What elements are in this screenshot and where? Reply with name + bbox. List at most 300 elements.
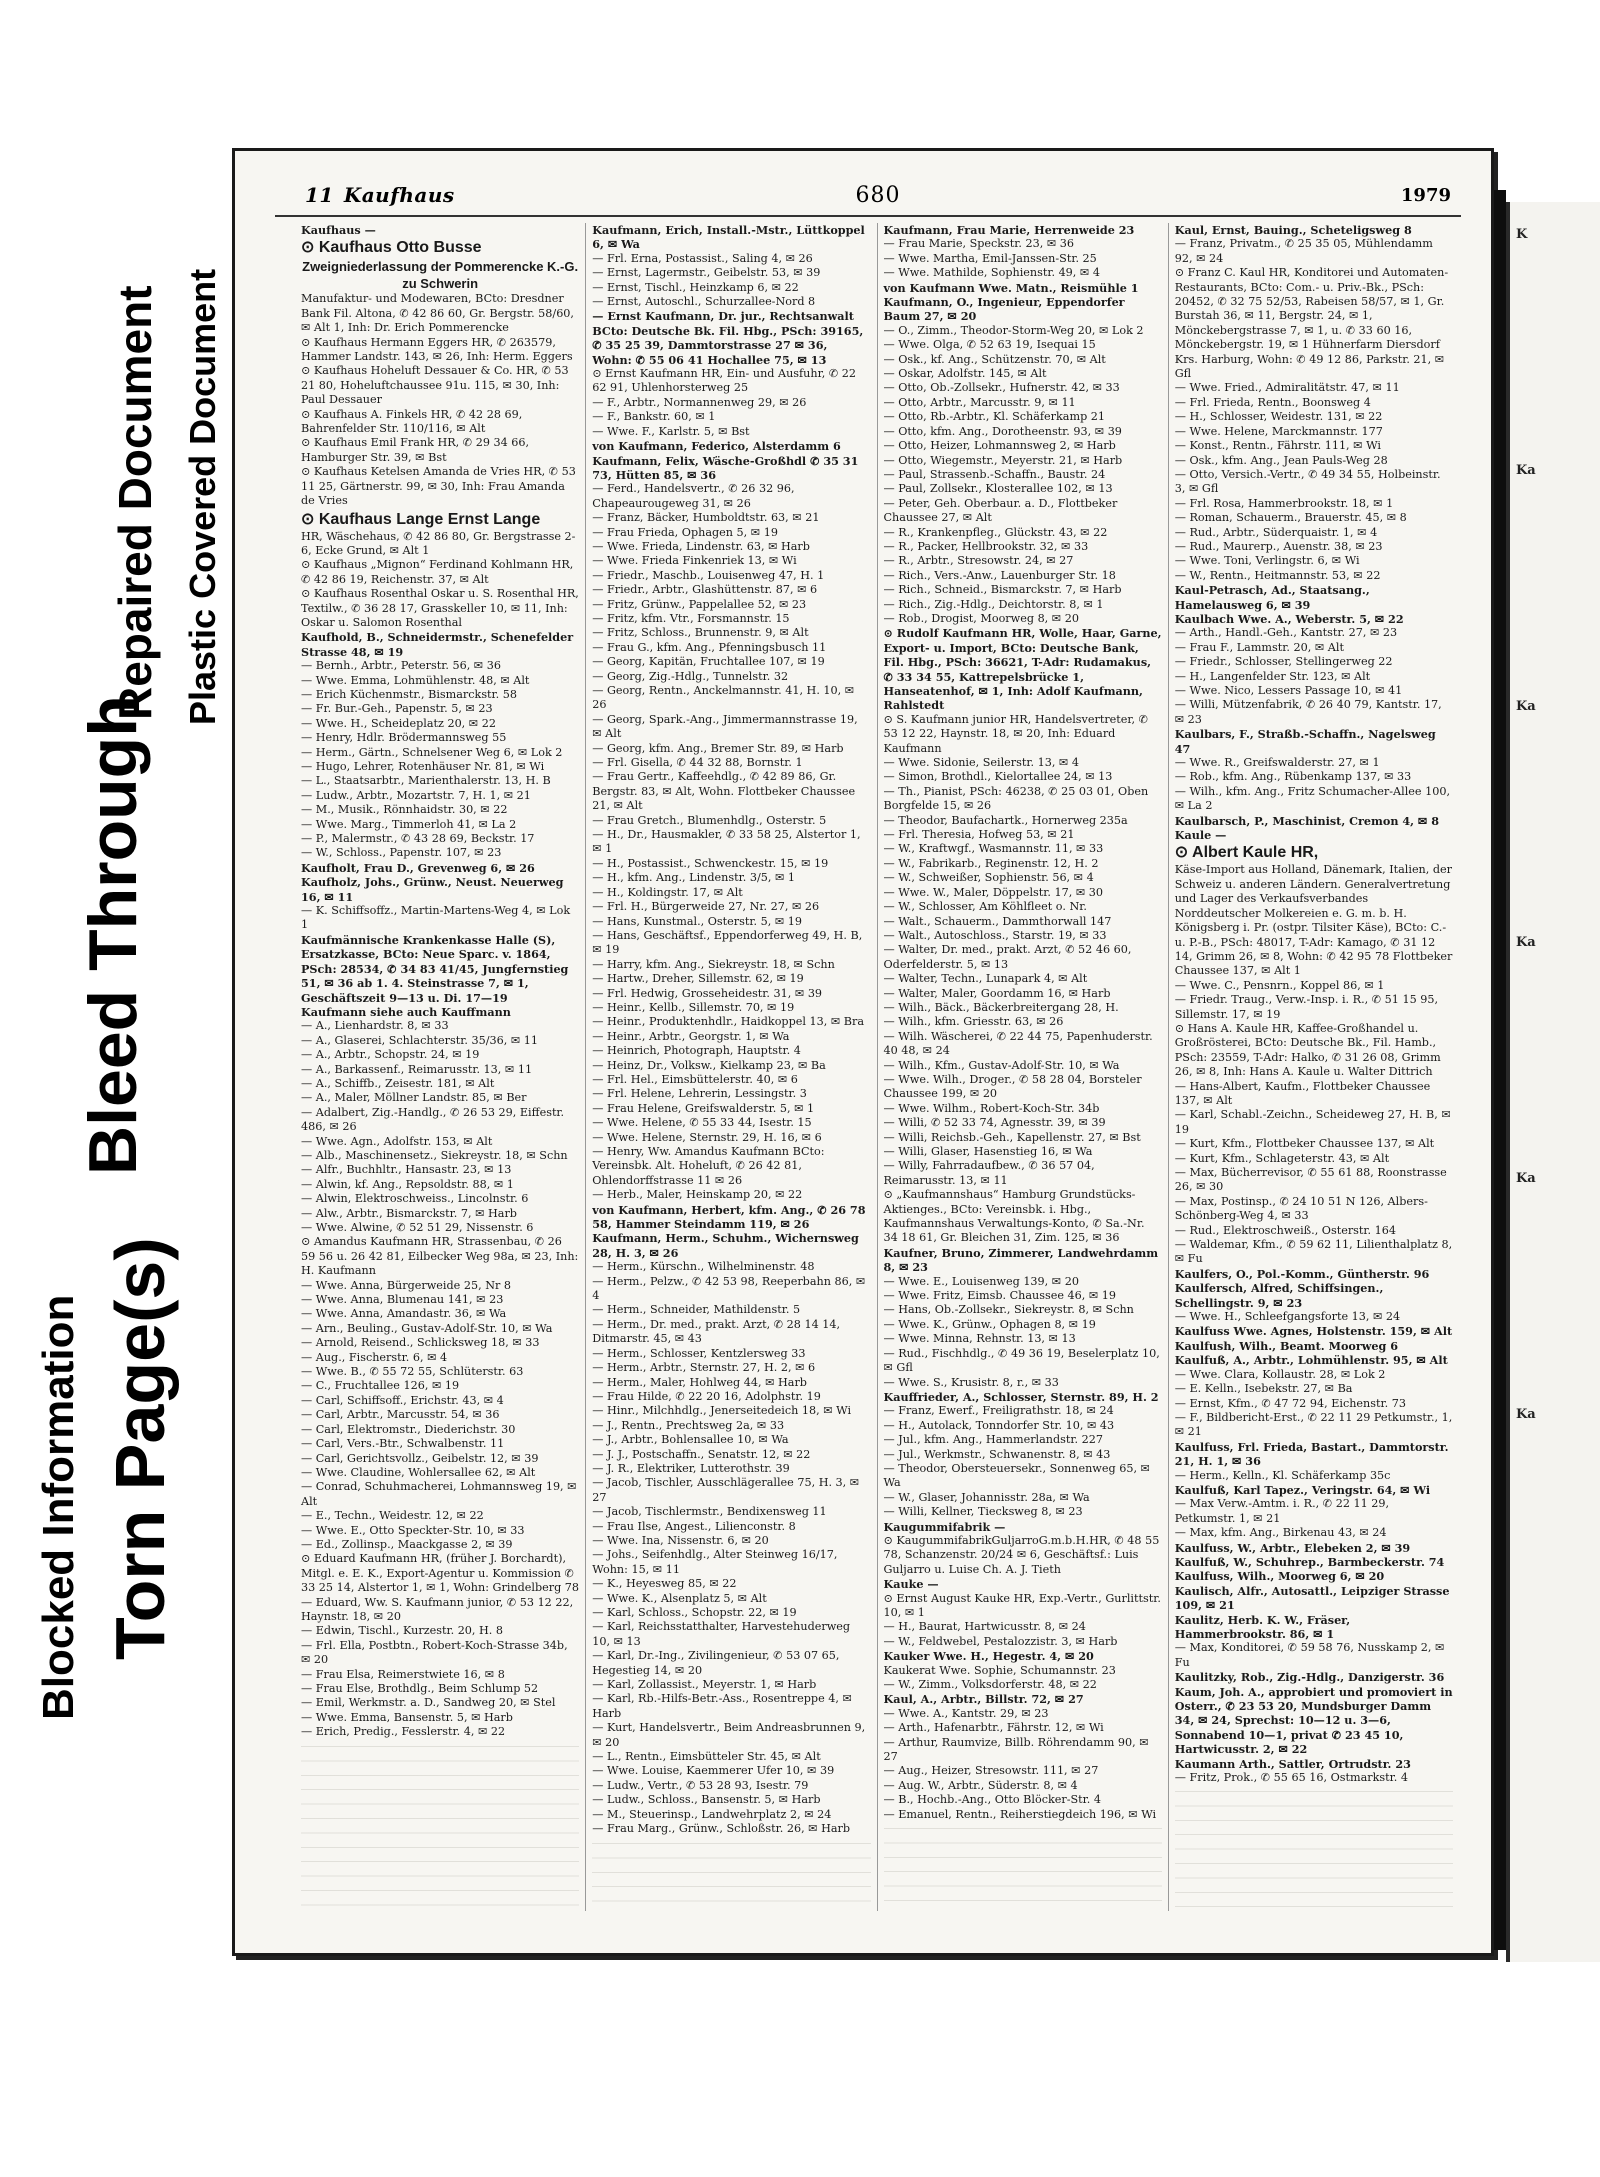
directory-entry: — Karl, Zollassist., Meyerstr. 1, ✉ Harb	[592, 1678, 817, 1692]
directory-entry: — Ernst, Tischl., Heinzkamp 6, ✉ 22	[592, 280, 799, 294]
directory-entry: — Georg, Kapitän, Fruchtallee 107, ✉ 19	[592, 655, 825, 669]
directory-entry: — Jacob, Tischler, Ausschlägerallee 75, H. 3, ✉ 27	[592, 1476, 860, 1504]
directory-entry: — Wwe. Nico, Lessers Passage 10, ✉ 41	[1174, 684, 1403, 697]
directory-entry: — Frau F., Lammstr. 20, ✉ Alt	[1174, 640, 1344, 654]
directory-entry: — Heinr., Kellb., Sillemstr. 70, ✉ 19	[592, 1000, 795, 1014]
directory-entry: Kaufhaus —	[301, 223, 376, 237]
print-texture	[592, 1837, 870, 1912]
directory-entry: — Karl, Reichsstatthalter, Harvestehuderweg 10, ✉ 13	[592, 1620, 851, 1648]
directory-entry: — F., Arbtr., Normannenweg 29, ✉ 26	[592, 395, 807, 409]
header-section-title	[305, 183, 455, 207]
directory-entry: — Wwe. Clara, Kollaustr. 28, ✉ Lok 2	[1174, 1367, 1386, 1381]
directory-entry: — E. Kelln., Isebekstr. 27, ✉ Ba	[1174, 1382, 1353, 1396]
label-bleed-through: Bleed Through	[75, 695, 151, 1175]
directory-entry: — A., Maler, Möllner Landstr. 85, ✉ Ber	[301, 1091, 527, 1105]
directory-entry: Kaufmann, Frau Marie, Herrenweide 23	[883, 223, 1135, 237]
directory-entry: Kaufhold, B., Schneidermstr., Schenefelder Strasse 48, ✉ 19	[301, 630, 574, 659]
directory-entry: — Osk., kfm. Ang., Jean Pauls-Weg 28	[1174, 453, 1388, 467]
directory-entry: — Herm., Schneider, Mathildenstr. 5	[592, 1303, 801, 1317]
directory-entry: — Wwe. H., Scheideplatz 20, ✉ 22	[301, 716, 496, 730]
directory-entry: — W., Kraftwgf., Wasmannstr. 11, ✉ 33	[883, 842, 1104, 856]
adjacent-page-letter: Ka	[1516, 699, 1536, 714]
directory-entry: — E., Techn., Weidestr. 12, ✉ 22	[301, 1509, 484, 1523]
header-section-word: Kaufhaus	[343, 183, 455, 207]
directory-entry: von Kaufmann Wwe. Matn., Reismühle 1	[883, 280, 1139, 295]
directory-entry: Kaulfersch, Alfred, Schiffsingen., Schellingstr. 9, ✉ 23	[1174, 1281, 1384, 1310]
directory-entry: — Roman, Schauerm., Brauerstr. 45, ✉ 8	[1174, 511, 1407, 525]
directory-entry: — Karl, Dr.-Ing., Zivilingenieur, ✆ 53 07 65, Hegestieg 14, ✉ 20	[592, 1649, 840, 1677]
directory-entry: — Wwe. Sidonie, Seilerstr. 13, ✉ 4	[883, 756, 1079, 770]
directory-entry: — Theodor, Obersteuersekr., Sonnenweg 65, ✉ Wa	[883, 1461, 1150, 1490]
directory-entry: — Alb., Maschinensetz., Siekreystr. 18, ✉ Schn	[301, 1148, 568, 1162]
directory-entry: — Aug., Fischerstr. 6, ✉ 4	[301, 1350, 448, 1364]
directory-entry: — Max, Konditorei, ✆ 59 58 76, Nusskamp 2, ✉ Fu	[1174, 1641, 1445, 1669]
directory-entry: — F., Bankstr. 60, ✉ 1	[592, 410, 716, 424]
directory-entry: — A., Lienhardstr. 8, ✉ 33	[301, 1019, 449, 1033]
directory-entry: — Willi, Glaser, Hasenstieg 16, ✉ Wa	[883, 1145, 1093, 1158]
directory-entry: — Wwe. E., Otto Speckter-Str. 10, ✉ 33	[301, 1523, 525, 1537]
directory-entry: — Frau Hilde, ✆ 22 20 16, Adolphstr. 19	[592, 1389, 821, 1403]
directory-entry: — R., Arbtr., Stresowstr. 24, ✉ 27	[883, 554, 1074, 568]
directory-entry: Kaulitzky, Rob., Zig.-Hdlg., Danzigerstr. 36	[1174, 1670, 1445, 1685]
directory-entry: — Wwe. W., Maler, Döppelstr. 17, ✉ 30	[883, 885, 1104, 899]
directory-entry: — Carl, Arbtr., Marcusstr. 54, ✉ 36	[301, 1408, 500, 1422]
directory-entry: — Johs., Seifenhdlg., Alter Steinweg 16/17, Wohn: 15, ✉ 11	[592, 1548, 838, 1576]
directory-entry: — J. R., Elektriker, Lutterothstr. 39	[592, 1461, 790, 1475]
directory-entry: von Kaufmann, Federico, Alsterdamm 6	[592, 439, 841, 454]
directory-entry: — Wwe. Fritz, Eimsb. Chaussee 46, ✉ 19	[883, 1289, 1117, 1303]
directory-entry: — Hinr., Milchhdlg., Jenerseitedeich 18, ✉ Wi	[592, 1404, 852, 1418]
directory-entry: — Georg, kfm. Ang., Bremer Str. 89, ✉ Harb	[592, 741, 844, 755]
directory-entry: — Walt., Schauerm., Dammthorwall 147	[883, 914, 1112, 928]
directory-entry: — Wwe. Wilh., Droger., ✆ 58 28 04, Borsteler Chaussee 199, ✉ 20	[883, 1072, 1142, 1101]
directory-column-4	[1169, 223, 1459, 1911]
directory-entry: Kaulbarsch, P., Maschinist, Cremon 4, ✉ 8	[1174, 813, 1439, 828]
directory-entry: — Fritz, Schloss., Brunnenstr. 9, ✉ Alt	[592, 626, 809, 640]
directory-entry: — O., Zimm., Theodor-Storm-Weg 20, ✉ Lok 2	[883, 323, 1144, 337]
directory-entry: — P., Malermstr., ✆ 43 28 69, Beckstr. 17	[301, 832, 535, 846]
directory-entry: — Frl. Hel., Eimsbüttelerstr. 40, ✉ 6	[592, 1072, 798, 1086]
directory-entry: — Wwe. Minna, Rehnstr. 13, ✉ 13	[883, 1332, 1076, 1346]
directory-entry: — Georg, Spark.-Ang., Jimmermannstrasse 19, ✉ Alt	[592, 712, 858, 741]
directory-entry: — Hans-Albert, Kaufm., Flottbeker Chaussee 137, ✉ Alt	[1174, 1079, 1431, 1107]
directory-entry: — Ludw., Vertr., ✆ 53 28 93, Isestr. 79	[592, 1778, 809, 1792]
directory-entry: — Wwe. Helene, Marckmannstr. 177	[1174, 424, 1383, 438]
adjacent-page-letter: Ka	[1516, 935, 1536, 950]
directory-entry: Kaum, Joh. A., approbiert und promoviert in Osterr., ✆ 23 53 20, Mundsburger Damm 34, ✉ 24, Sprechst: 10—12 u. 3—6, Sonnabend 10—1, privat ✆ 23 45 10, Hartwicusstr. 2, ✉ 22	[1174, 1684, 1453, 1757]
directory-entry: — Frl. Hedwig, Grosseheidestr. 31, ✉ 39	[592, 986, 823, 1000]
directory-entry: — Ernst, Autoschl., Schurzallee-Nord 8	[592, 295, 816, 309]
directory-entry: — Rich., Schneid., Bismarckstr. 7, ✉ Harb	[883, 583, 1122, 597]
directory-entry: — Frau Marg., Grünw., Schloßstr. 26, ✉ Harb	[592, 1822, 851, 1836]
directory-entry: — Alw., Arbtr., Bismarckstr. 7, ✉ Harb	[301, 1206, 517, 1220]
directory-entry: — Wwe. Louise, Kaemmerer Ufer 10, ✉ 39	[592, 1764, 835, 1778]
directory-entry: — Rud., Elektroschweiß., Osterstr. 164	[1174, 1223, 1397, 1237]
directory-entry: — Herb., Maler, Heinskamp 20, ✉ 22	[592, 1188, 803, 1202]
directory-entry: — Herm., Kürschn., Wilhelminenstr. 48	[592, 1260, 815, 1274]
directory-column-1	[295, 223, 586, 1911]
directory-entry: Kaulfuß, Karl Tapez., Veringstr. 64, ✉ Wi	[1174, 1482, 1431, 1497]
directory-entry: ⊙ Kaufhaus Hoheluft Dessauer & Co. HR, ✆ 53 21 80, Hoheluftchaussee 91u. 115, ✉ 30, Inh: Paul Dessauer	[301, 364, 569, 407]
directory-entry: — M., Steuerinsp., Landwehrplatz 2, ✉ 24	[592, 1807, 832, 1821]
directory-entry: — Aug. W., Arbtr., Süderstr. 8, ✉ 4	[883, 1778, 1078, 1792]
directory-entry: — J. J., Postschaffn., Senatstr. 12, ✉ 22	[592, 1447, 811, 1461]
adjacent-page-letter: Ka	[1516, 463, 1536, 478]
directory-entry: — Willi, ✆ 52 33 74, Agnesstr. 39, ✉ 39	[883, 1116, 1106, 1130]
directory-entry: — Kurt, Kfm., Flottbeker Chaussee 137, ✉ Alt	[1174, 1137, 1435, 1151]
directory-entry: Kaul, Ernst, Bauing., Scheteligsweg 8	[1174, 223, 1412, 237]
directory-entry: — Frl. Gisella, ✆ 44 32 88, Bornstr. 1	[592, 756, 803, 770]
directory-entry: — Karl, Schloss., Schopstr. 22, ✉ 19	[592, 1606, 797, 1619]
directory-entry: — Waldemar, Kfm., ✆ 59 62 11, Lilienthalplatz 8, ✉ Fu	[1174, 1238, 1453, 1266]
directory-entry: — Hugo, Lehrer, Rotenhäuser Nr. 81, ✉ Wi	[301, 760, 545, 773]
directory-entry: — Wilh., Bäck., Bäckerbreitergang 28, H.	[883, 1000, 1119, 1014]
directory-entry: ⊙ S. Kaufmann junior HR, Handelsvertreter, ✆ 53 12 22, Haynstr. 18, ✉ 20, Inh: Eduard Kaufmann	[883, 712, 1149, 755]
directory-entry: Kauker Wwe. H., Hegestr. 4, ✉ 20	[883, 1649, 1094, 1664]
directory-entry: — Rich., Zig.-Hdlg., Deichtorstr. 8, ✉ 1	[883, 597, 1104, 611]
header-section-number: 11	[305, 183, 334, 207]
directory-entry: — Wwe. F., Karlstr. 5, ✉ Bst	[592, 424, 750, 438]
directory-column-2	[586, 223, 877, 1911]
directory-entry: Kaule —	[1174, 828, 1227, 843]
directory-entry: Kaulbars, F., Straßb.-Schaffn., Nagelsweg 47	[1174, 727, 1436, 756]
directory-entry: Kaufmann, Felix, Wäsche-Großhdl ✆ 35 31 73, Hütten 85, ✉ 36	[592, 453, 859, 482]
directory-entry: — Frl. Erna, Postassist., Saling 4, ✉ 26	[592, 251, 813, 265]
directory-entry: — Hans, Geschäftsf., Eppendorferweg 49, H. B, ✉ 19	[592, 928, 863, 957]
directory-entry: — Frau Helene, Greifswalderstr. 5, ✉ 1	[592, 1101, 815, 1115]
page-number: 680	[855, 182, 901, 208]
directory-entry: — R., Packer, Hellbrookstr. 32, ✉ 33	[883, 539, 1089, 553]
directory-entry: — L., Rentn., Eimsbütteler Str. 45, ✉ Alt	[592, 1750, 821, 1764]
directory-entry: Kaufner, Bruno, Zimmerer, Landwehrdamm 8, ✉ 23	[883, 1245, 1159, 1275]
directory-entry: — Max Verw.-Amtm. i. R., ✆ 22 11 29, Petkumstr. 1, ✉ 21	[1174, 1497, 1390, 1525]
directory-entry: — Frl. Helene, Lehrerin, Lessingstr. 3	[592, 1087, 807, 1101]
directory-entry: — Max, Bücherrevisor, ✆ 55 61 88, Roonstrasse 26, ✉ 30	[1174, 1166, 1447, 1194]
directory-entry: — Wwe. Helene, ✆ 55 33 44, Isestr. 15	[592, 1116, 812, 1130]
directory-entry: — Wwe. K., Grünw., Ophagen 8, ✉ 19	[883, 1317, 1096, 1331]
directory-entry: — H., Langenfelder Str. 123, ✉ Alt	[1174, 669, 1371, 683]
directory-entry: — H., Schlosser, Weidestr. 131, ✉ 22	[1174, 410, 1383, 424]
directory-entry: — Wwe. C., Pensnrn., Koppel 86, ✉ 1	[1174, 978, 1385, 992]
directory-entry: von Kaufmann, Herbert, kfm. Ang., ✆ 26 78 58, Hammer Steindamm 119, ✉ 26	[592, 1202, 866, 1232]
print-texture	[1175, 1785, 1453, 1911]
directory-entry: — Heinrich, Photograph, Hauptstr. 4	[592, 1044, 801, 1058]
directory-page	[232, 148, 1494, 1956]
directory-entry: — Herm., Schlosser, Kentzlersweg 33	[592, 1346, 806, 1360]
directory-entry: — Wwe. Emma, Lohmühlenstr. 48, ✉ Alt	[301, 673, 530, 687]
directory-entry: — K., Heyesweg 85, ✉ 22	[592, 1577, 737, 1591]
directory-entry: — Herm., Pelzw., ✆ 42 53 98, Reeperbahn 86, ✉ 4	[592, 1274, 866, 1303]
directory-entry: — Wwe. Frieda, Lindenstr. 63, ✉ Harb	[592, 539, 810, 553]
directory-entry: — Franz, Ewerf., Freiligrathstr. 18, ✉ 24	[883, 1404, 1114, 1418]
directory-entry: ⊙ Kaufhaus Rosenthal Oskar u. S. Rosenthal HR, Textilw., ✆ 36 28 17, Grasskeller 10, ✉ 11, Inh: Oskar u. Salomon Rosenthal	[301, 587, 579, 629]
directory-entry: — M., Musik., Rönnhaidstr. 30, ✉ 22	[301, 803, 508, 817]
directory-entry: — Frl. H., Bürgerweide 27, Nr. 27, ✉ 26	[592, 900, 820, 914]
directory-entry: — Edwin, Tischl., Kurzestr. 20, H. 8	[301, 1624, 504, 1638]
directory-entry: — Rud., Fischhdlg., ✆ 49 36 19, Beselerplatz 10, ✉ Gfl	[883, 1346, 1160, 1375]
directory-entry: — Walter, Techn., Lunapark 4, ✉ Alt	[883, 972, 1088, 986]
directory-entry: — Bernh., Arbtr., Peterstr. 56, ✉ 36	[301, 659, 501, 673]
directory-entry: — Aug., Heizer, Stresowstr. 111, ✉ 27	[883, 1764, 1099, 1778]
directory-entry: — Frau Ilse, Angest., Lilienconstr. 8	[592, 1519, 796, 1533]
directory-entry: — Otto, kfm. Ang., Dorotheenstr. 93, ✉ 39	[883, 424, 1122, 438]
directory-entry: — Paul, Zollsekr., Klosterallee 102, ✉ 13	[883, 482, 1113, 496]
directory-entry: ⊙ Eduard Kaufmann HR, (früher J. Borchardt), Mitgl. e. E. K., Export-Agentur u. Kommission ✆ 33 25 14, Alstertor 1, ✉ 1, Wohn: Grindelberg 78	[301, 1552, 580, 1595]
directory-entry: — Friedr., Schlosser, Stellingerweg 22	[1174, 655, 1393, 669]
directory-entry: — Wwe. Helene, Sternstr. 29, H. 16, ✉ 6	[592, 1130, 822, 1144]
directory-entry: — Rud., Maurerp., Auenstr. 38, ✉ 23	[1174, 539, 1383, 553]
directory-entry: Kauffrieder, A., Schlosser, Sternstr. 89, H. 2	[883, 1389, 1159, 1404]
directory-entry: — Wwe. R., Greifswalderstr. 27, ✉ 1	[1174, 756, 1380, 770]
directory-entry: ⊙ Kaufhaus Otto Busse	[301, 239, 482, 257]
directory-entry: — Karl, Schabl.-Zeichn., Scheideweg 27, H. B, ✉ 19	[1174, 1108, 1451, 1136]
directory-entry: — Frau Marie, Speckstr. 23, ✉ 36	[883, 237, 1075, 251]
directory-entry: Kaulfuss Wwe. Agnes, Holstenstr. 159, ✉ Alt	[1174, 1324, 1453, 1339]
directory-entry: ⊙ Albert Kaule HR,	[1174, 844, 1319, 862]
directory-entry: — A., Glaserei, Schlachterstr. 35/36, ✉ 11	[301, 1033, 539, 1047]
directory-entry: — Wwe. Alwine, ✆ 52 51 29, Nissenstr. 6	[301, 1221, 534, 1234]
directory-entry: — Carl, Elektromstr., Diederichstr. 30	[301, 1422, 516, 1436]
directory-entry: — Georg, Zig.-Hdlg., Tunnelstr. 32	[592, 669, 789, 683]
page-header	[305, 179, 1451, 211]
directory-entry: — Otto, Heizer, Lohmannsweg 2, ✉ Harb	[883, 439, 1116, 453]
directory-entry: — Herm., Maler, Hohlweg 44, ✉ Harb	[592, 1375, 807, 1389]
directory-entry: — Wwe. Mathilde, Sophienstr. 49, ✉ 4	[883, 266, 1100, 280]
directory-entry: — Friedr., Arbtr., Glashüttenstr. 87, ✉ 6	[592, 583, 818, 597]
directory-entry: — A., Arbtr., Schopstr. 24, ✉ 19	[301, 1048, 480, 1062]
directory-entry: — Conrad, Schuhmacherei, Lohmannsweg 19, ✉ Alt	[301, 1480, 577, 1508]
directory-entry: — W., Schloss., Papenstr. 107, ✉ 23	[301, 846, 502, 860]
directory-entry: — Heinr., Produktenhdlr., Haidkoppel 13, ✉ Bra	[592, 1015, 865, 1029]
directory-entry: Kauke —	[883, 1577, 939, 1592]
directory-entry: ⊙ Ernst August Kauke HR, Exp.-Vertr., Gurlittstr. 10, ✉ 1	[883, 1591, 1161, 1619]
directory-entry: ⊙ Kaufhaus Ketelsen Amanda de Vries HR, ✆ 53 11 25, Gärtnerstr. 99, ✉ 30, Inh: Frau Amanda de Vries	[301, 465, 576, 508]
directory-entry: — Willi, Kellner, Tiecksweg 8, ✉ 23	[883, 1505, 1083, 1519]
directory-entry: — Wwe. Martha, Emil-Janssen-Str. 25	[883, 251, 1097, 265]
directory-entry: — Franz, Privatm., ✆ 25 35 05, Mühlendamm 92, ✉ 24	[1174, 237, 1433, 265]
directory-entry: — Rud., Arbtr., Süderquaistr. 1, ✉ 4	[1174, 525, 1378, 539]
directory-entry: — Otto, Wiegemstr., Meyerstr. 21, ✉ Harb	[883, 453, 1123, 467]
directory-entry: Kaulfers, O., Pol.-Komm., Güntherstr. 96	[1174, 1266, 1430, 1281]
directory-entry: — Rich., Vers.-Anw., Lauenburger Str. 18	[883, 568, 1116, 582]
directory-entry: — Willy, Fahrradaufbew., ✆ 36 57 04, Reimarusstr. 13, ✉ 11	[883, 1159, 1095, 1187]
directory-entry: — Fritz, Grünw., Pappelallee 52, ✉ 23	[592, 597, 807, 611]
directory-entry: Kaulfuss, W., Arbtr., Elebeken 2, ✉ 39	[1174, 1540, 1411, 1555]
directory-entry: — Frl. Rosa, Hammerbrookstr. 18, ✉ 1	[1174, 496, 1394, 510]
directory-entry: — Arn., Beuling., Gustav-Adolf-Str. 10, ✉ Wa	[301, 1321, 553, 1335]
directory-entry: ⊙ Kaufhaus „Mignon“ Ferdinand Kohlmann HR, ✆ 42 86 19, Reichenstr. 37, ✉ Alt	[301, 558, 574, 586]
directory-entry: — Herm., Dr. med., prakt. Arzt, ✆ 28 14 14, Ditmarstr. 45, ✉ 43	[592, 1317, 841, 1346]
directory-columns	[295, 223, 1459, 1911]
directory-entry: Kaulbach Wwe. A., Weberstr. 5, ✉ 22	[1174, 611, 1404, 626]
directory-entry: — Eduard, Ww. S. Kaufmann junior, ✆ 53 12 22, Haynstr. 18, ✉ 20	[301, 1595, 574, 1623]
directory-entry: — Heinz, Dr., Volksw., Kielkamp 23, ✉ Ba	[592, 1058, 826, 1072]
directory-entry: — Friedr., Maschb., Louisenweg 47, H. 1	[592, 568, 825, 582]
directory-entry: — Ed., Zollinsp., Maackgasse 2, ✉ 39	[301, 1537, 513, 1551]
directory-entry: — Theodor, Baufachartk., Hornerweg 235a	[883, 813, 1128, 827]
directory-entry: Kaufmännische Krankenkasse Halle (S), Ersatzkasse, BCto: Neue Sparc. v. 1864, PSch: 28534, ✆ 34 83 41/45, Jungfernstieg 51, ✉ 36 ab 1. 4. Steinstrasse 7, ✉ 1, Geschäftszeit 9—13 u. Di. 17—19	[301, 932, 569, 1005]
adjacent-page-edge	[1506, 202, 1600, 1962]
directory-entry: ⊙ Rudolf Kaufmann HR, Wolle, Haar, Garne, Export- u. Import, BCto: Deutsche Bank, Fil. Hbg., PSch: 36621, T-Adr: Rudamakus, ✆ 33 34 55, Kattrepelsbrücke 1, Hanseatenhof, ✉ 1, Inh: Adolf Kaufmann, Rahlstedt	[883, 626, 1162, 713]
directory-entry: — Konst., Rentn., Fährstr. 111, ✉ Wi	[1174, 439, 1381, 453]
directory-entry: — A., Schiffb., Zeisestr. 181, ✉ Alt	[301, 1076, 495, 1090]
directory-entry: — Wwe. E., Louisenweg 139, ✉ 20	[883, 1274, 1079, 1288]
directory-entry: — W., Schlosser, Am Köhlfleet o. Nr.	[883, 900, 1087, 914]
directory-entry: — Wilh., kfm. Griesstr. 63, ✉ 26	[883, 1015, 1064, 1029]
directory-entry: — Ferd., Handelsvertr., ✆ 26 32 96, Chapeaurougeweg 31, ✉ 26	[592, 482, 795, 510]
directory-entry: Kaul-Petrasch, Ad., Staatsang., Hamelausweg 6, ✉ 39	[1174, 583, 1370, 612]
directory-entry: Manufaktur- und Modewaren, BCto: Dresdner Bank Fil. Altona, ✆ 42 86 60, Gr. Bergstr. 58/60, ✉ Alt 1, Inh: Dr. Erich Pommerencke	[301, 292, 574, 335]
directory-entry: — Herm., Gärtn., Schnelsener Weg 6, ✉ Lok 2	[301, 745, 563, 759]
directory-entry: — Jul., Werkmstr., Schwanenstr. 8, ✉ 43	[883, 1447, 1111, 1461]
directory-entry: — H., Koldingstr. 17, ✉ Alt	[592, 885, 743, 899]
directory-entry: — Herm., Kelln., Kl. Schäferkamp 35c	[1174, 1468, 1391, 1482]
directory-entry: — C., Fruchtallee 126, ✉ 19	[301, 1379, 460, 1393]
directory-entry: — Paul, Strassenb.-Schaffn., Baustr. 24	[883, 467, 1106, 481]
directory-entry: — Carl, Vers.-Btr., Schwalbenstr. 11	[301, 1437, 505, 1451]
adjacent-page-letter: Ka	[1516, 1407, 1536, 1422]
directory-entry: Kaufholt, Frau D., Grevenweg 6, ✉ 26	[301, 860, 535, 875]
directory-entry: — W., Rentn., Heitmannstr. 53, ✉ 22	[1174, 568, 1381, 582]
directory-entry: — Otto, Rb.-Arbtr., Kl. Schäferkamp 21	[883, 410, 1106, 424]
directory-entry: Kaulfuss, Frl. Frieda, Bastart., Dammtorstr. 21, H. 1, ✉ 36	[1174, 1439, 1449, 1469]
directory-entry: — Otto, Arbtr., Marcusstr. 9, ✉ 11	[883, 395, 1076, 409]
directory-entry: — Carl, Schiffsoff., Erichstr. 43, ✉ 4	[301, 1393, 504, 1407]
directory-entry: — Wwe. Claudine, Wohlersallee 62, ✉ Alt	[301, 1465, 536, 1479]
directory-entry: — W., Fabrikarb., Reginenstr. 12, H. 2	[883, 856, 1099, 870]
label-plastic-covered-document: Plastic Covered Document	[182, 268, 223, 725]
directory-entry: — Wwe. Olga, ✆ 52 63 19, Isequai 15	[883, 338, 1096, 352]
directory-entry: — Walt., Autoschloss., Starstr. 19, ✉ 33	[883, 928, 1107, 942]
directory-entry: — B., Hochb.-Ang., Otto Blöcker-Str. 4	[883, 1793, 1101, 1807]
directory-entry: — W., Glaser, Johannisstr. 28a, ✉ Wa	[883, 1490, 1090, 1504]
directory-entry: — Ernst, Kfm., ✆ 47 72 94, Eichenstr. 73	[1174, 1396, 1406, 1410]
page-year: 1979	[1400, 184, 1451, 206]
directory-entry: — Alwin, Elektroschweiss., Lincolnstr. 6	[301, 1192, 529, 1206]
directory-entry: — Wwe. Fried., Admiralitätstr. 47, ✉ 11	[1174, 381, 1400, 395]
directory-entry: — Simon, Brothdl., Kielortallee 24, ✉ 13	[883, 770, 1113, 784]
directory-entry: — Arth., Handl.-Geh., Kantstr. 27, ✉ 23	[1174, 626, 1398, 640]
label-blocked-information: Blocked Information	[34, 1294, 83, 1720]
directory-entry: — Franz, Bäcker, Humboldtstr. 63, ✉ 21	[592, 511, 820, 525]
directory-entry: Kaulitz, Herb. K. W., Fräser, Hammerbrookstr. 86, ✉ 1	[1174, 1612, 1351, 1641]
directory-entry: — Wwe. Anna, Bürgerweide 25, Nr 8	[301, 1278, 512, 1292]
directory-entry: ⊙ Ernst Kaufmann HR, Ein- und Ausfuhr, ✆ 22 62 91, Uhlenhorsterweg 25	[592, 367, 856, 395]
directory-entry: — W., Schweißer, Sophienstr. 56, ✉ 4	[883, 871, 1094, 885]
directory-entry: — W., Feldwebel, Pestalozzistr. 3, ✉ Harb	[883, 1634, 1118, 1648]
directory-entry: — Wwe. Marg., Timmerloh 41, ✉ La 2	[301, 817, 517, 831]
directory-entry: — Kurt, Handelsvertr., Beim Andreasbrunnen 9, ✉ 20	[592, 1721, 866, 1749]
directory-entry: — H., Dr., Hausmakler, ✆ 33 58 25, Alstertor 1, ✉ 1	[592, 828, 861, 856]
directory-entry: — Max, kfm. Ang., Birkenau 43, ✉ 24	[1174, 1526, 1387, 1540]
directory-entry: — H., Baurat, Hartwicusstr. 8, ✉ 24	[883, 1620, 1086, 1634]
directory-entry: ⊙ Kaufhaus Hermann Eggers HR, ✆ 263579, Hammer Landstr. 143, ✉ 26, Inh: Herm. Eggers	[301, 335, 573, 364]
directory-entry: — Wilh., Kfm., Gustav-Adolf-Str. 10, ✉ Wa	[883, 1058, 1120, 1072]
directory-entry: — Carl, Gerichtsvollz., Geibelstr. 12, ✉ 39	[301, 1451, 539, 1465]
directory-entry: — Arth., Hafenarbtr., Fährstr. 12, ✉ Wi	[883, 1721, 1104, 1735]
directory-entry: Kaulisch, Alfr., Autosattl., Leipziger Strasse 109, ✉ 21	[1174, 1583, 1450, 1613]
directory-entry: — Alwin, kf. Ang., Repsoldstr. 88, ✉ 1	[301, 1177, 514, 1191]
directory-entry: — W., Zimm., Volksdorferstr. 48, ✉ 22	[883, 1678, 1097, 1692]
directory-entry: — J., Arbtr., Bohlensallee 10, ✉ Wa	[592, 1433, 789, 1447]
directory-entry: — Otto, Versich.-Vertr., ✆ 49 34 55, Holbeinstr. 3, ✉ Gfl	[1174, 467, 1441, 496]
directory-entry: — F., Bildbericht-Erst., ✆ 22 11 29 Petkumstr., 1, ✉ 21	[1174, 1410, 1453, 1439]
directory-entry: — Peter, Geh. Oberbaur. a. D., Flottbeker Chaussee 27, ✉ Alt	[883, 496, 1118, 525]
directory-entry: — Wwe. Agn., Adolfstr. 153, ✉ Alt	[301, 1134, 493, 1148]
directory-entry: Kaukerat Wwe. Sophie, Schumannstr. 23	[883, 1663, 1116, 1677]
directory-entry: — Frl. Theresia, Hofweg 53, ✉ 21	[883, 828, 1075, 842]
adjacent-page-letter: Ka	[1516, 1171, 1536, 1186]
directory-entry: — Hans, Ob.-Zollsekr., Siekreystr. 8, ✉ Schn	[883, 1303, 1134, 1317]
directory-entry: ⊙ Kaufhaus Lange Ernst Lange	[301, 510, 541, 528]
directory-entry: — Frau G., kfm. Ang., Pfenningsbusch 11	[592, 640, 827, 654]
directory-entry: ⊙ KaugummifabrikGuljarroG.m.b.H.HR, ✆ 48 55 78, Schanzenstr. 20/24 ✉ 6, Geschäftsf.: Luis Guljarro u. Luise Ch. A. J. Tieth	[883, 1533, 1160, 1576]
label-torn-pages: Torn Page(s)	[101, 1237, 179, 1660]
directory-entry: — Fritz, kfm. Vtr., Forsmannstr. 15	[592, 611, 790, 625]
directory-entry: — Frau Frieda, Ophagen 5, ✉ 19	[592, 525, 778, 539]
directory-entry: — Kurt, Kfm., Schlageterstr. 43, ✉ Alt	[1174, 1151, 1390, 1165]
directory-entry: — Ludw., Schloss., Bansenstr. 5, ✉ Harb	[592, 1793, 821, 1807]
directory-entry: — Henry, Ww. Amandus Kaufmann BCto: Vereinsbk. Alt. Hoheluft, ✆ 26 42 81, Ohlendorffstrasse 11 ✉ 26	[592, 1145, 825, 1187]
directory-entry: — Frau Elsa, Reimerstwiete 16, ✉ 8	[301, 1667, 505, 1681]
directory-entry: — H., Autolack, Tonndorfer Str. 10, ✉ 43	[883, 1418, 1115, 1432]
directory-entry: Kaufmann, Erich, Install.-Mstr., Lüttkoppel 6, ✉ Wa	[592, 223, 865, 252]
directory-entry: Kaulfush, Wilh., Beamt. Moorweg 6	[1174, 1338, 1399, 1353]
directory-entry: — Erich, Predig., Fesslerstr. 4, ✉ 22	[301, 1725, 506, 1739]
directory-entry: — Wwe. Anna, Blumenau 141, ✉ 23	[301, 1293, 504, 1307]
directory-entry: — Frl. Ella, Postbtn., Robert-Koch-Strasse 34b, ✉ 20	[301, 1638, 568, 1667]
directory-entry: — Fritz, Prok., ✆ 55 65 16, Ostmarkstr. 4	[1174, 1771, 1409, 1785]
directory-entry: — Wwe. Wilhm., Robert-Koch-Str. 34b	[883, 1101, 1100, 1115]
directory-entry: — Frl. Frieda, Rentn., Boonsweg 4	[1174, 395, 1371, 409]
directory-entry: ⊙ Hans A. Kaule HR, Kaffee-Großhandel u. Großrösterei, BCto: Deutsche Bk., Fil. Hamb., PSch: 23559, T-Adr: Halko, ✆ 31 26 08, Grimm 26, ✉ 8, Inh: Hans A. Kaule u. Walter Dittrich	[1174, 1021, 1441, 1079]
directory-entry: — Herm., Arbtr., Sternstr. 27, H. 2, ✉ 6	[592, 1361, 816, 1375]
directory-entry: — Otto, Ob.-Zollsekr., Hufnerstr. 42, ✉ 33	[883, 381, 1120, 395]
directory-entry: — Osk., kf. Ang., Schützenstr. 70, ✉ Alt	[883, 352, 1106, 366]
directory-entry: — Arnold, Reisend., Schlicksweg 18, ✉ 33	[301, 1336, 540, 1350]
directory-entry: — Harry, kfm. Ang., Siekreystr. 18, ✉ Schn	[592, 957, 835, 971]
directory-entry: — Georg, Rentn., Anckelmannstr. 41, H. 10, ✉ 26	[592, 684, 855, 712]
directory-entry: Kaulfuß, W., Schuhrep., Barmbeckerstr. 74	[1174, 1554, 1445, 1569]
directory-entry: — Emanuel, Rentn., Reiherstiegdeich 196, ✉ Wi	[883, 1807, 1157, 1821]
directory-entry: — Wwe. H., Schleefgangsforte 13, ✉ 24	[1174, 1310, 1401, 1324]
directory-entry: — Heinr., Arbtr., Georgstr. 1, ✉ Wa	[592, 1029, 790, 1043]
print-texture	[884, 1822, 1162, 1911]
directory-entry: ⊙ Kaufhaus A. Finkels HR, ✆ 42 28 69, Bahrenfelder Str. 110/116, ✉ Alt	[301, 407, 523, 436]
directory-entry: — Adalbert, Zig.-Handlg., ✆ 26 53 29, Eiffestr. 486, ✉ 26	[301, 1105, 565, 1134]
directory-entry: — Henry, Hdlr. Brödermannsweg 55	[301, 731, 507, 745]
directory-entry: — Wwe. Emma, Bansenstr. 5, ✉ Harb	[301, 1710, 513, 1724]
directory-entry: — Max, Postinsp., ✆ 24 10 51 N 126, Albers-Schönberg-Weg 4, ✉ 33	[1174, 1194, 1428, 1223]
directory-entry: — Wwe. Anna, Amandastr. 36, ✉ Wa	[301, 1307, 507, 1321]
directory-entry: — H., Postassist., Schwenckestr. 15, ✉ 19	[592, 856, 829, 870]
directory-entry: — Wwe. Toni, Verlingstr. 6, ✉ Wi	[1174, 554, 1360, 568]
directory-entry: — Jacob, Tischlermstr., Bendixensweg 11	[592, 1505, 827, 1519]
directory-entry: — Friedr. Traug., Verw.-Insp. i. R., ✆ 51 15 95, Sillemstr. 17, ✉ 19	[1174, 993, 1439, 1021]
directory-entry: — A., Barkassenf., Reimarusstr. 13, ✉ 11	[301, 1062, 533, 1076]
directory-entry: Kaulfuß, A., Arbtr., Lohmühlenstr. 95, ✉ Alt	[1174, 1353, 1448, 1368]
header-rule	[275, 215, 1461, 217]
directory-entry: — Frau Else, Brothdlg., Beim Schlump 52	[301, 1682, 539, 1695]
directory-entry: — H., kfm. Ang., Lindenstr. 3/5, ✉ 1	[592, 871, 796, 885]
directory-column-3	[878, 223, 1169, 1911]
directory-entry: — Wwe. S., Krusistr. 8, r., ✉ 33	[883, 1375, 1059, 1389]
directory-entry: ⊙ „Kaufmannshaus“ Hamburg Grundstücks-Aktienges., BCto: Vereinsbk. i. Hbg., Kaufmannshaus Verwaltungs-Konto, ✆ Sa.-Nr. 34 18 61, Gr. Bleichen 31, Zim. 125, ✉ 36	[883, 1188, 1145, 1245]
directory-entry: — R., Krankenpfleg., Glückstr. 43, ✉ 22	[883, 525, 1108, 539]
label-repaired-document: Repaired Document	[109, 285, 161, 720]
directory-entry: HR, Wäschehaus, ✆ 42 86 80, Gr. Bergstrasse 2-6, Ecke Grund, ✉ Alt 1	[301, 529, 576, 557]
directory-entry: — Alfr., Buchhltr., Hansastr. 23, ✉ 13	[301, 1163, 512, 1177]
